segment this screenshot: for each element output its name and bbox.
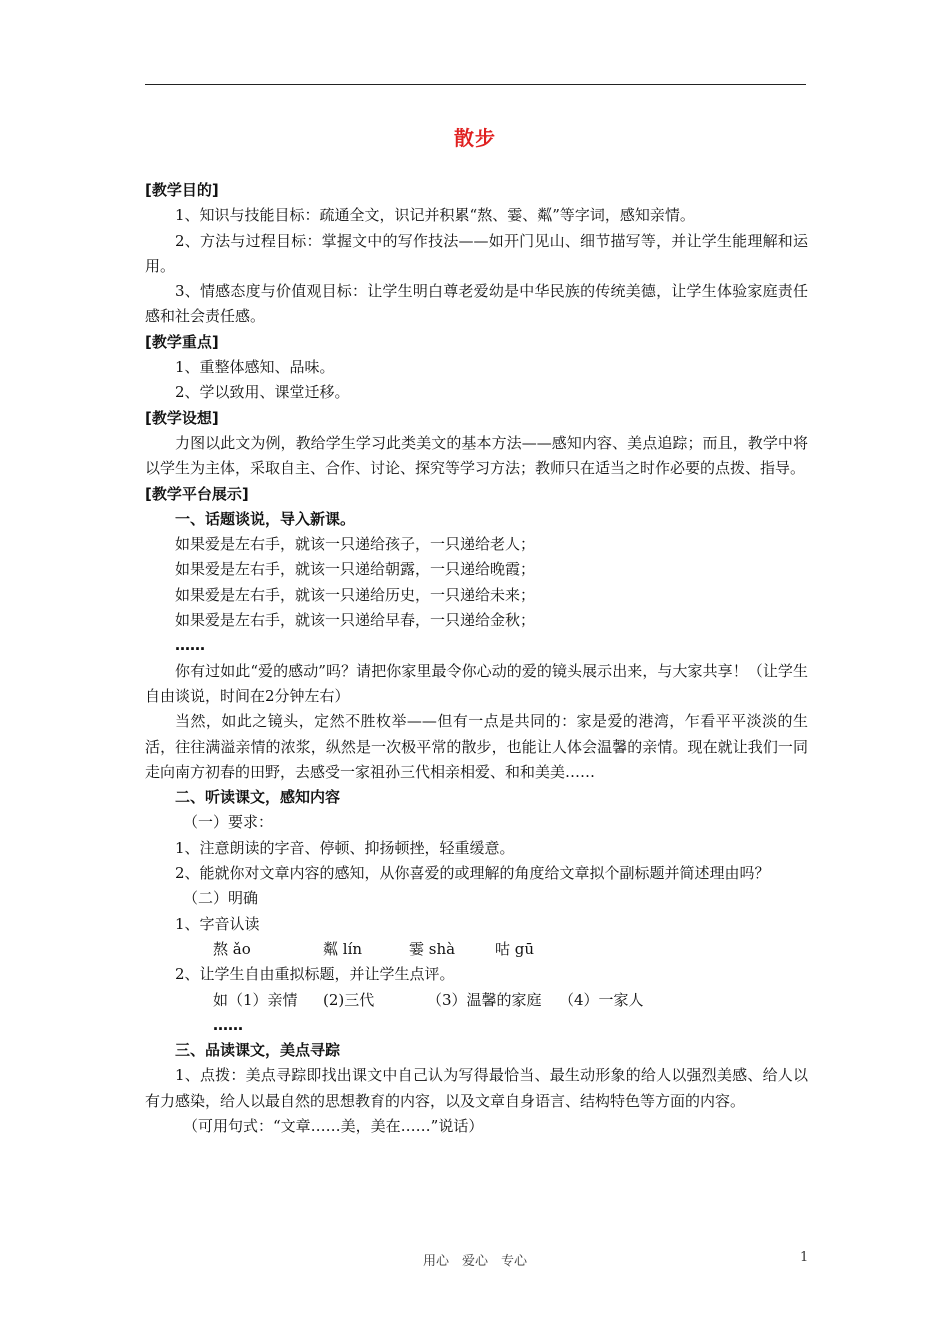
title-examples-row — [145, 988, 808, 1013]
poem-line: 如果爱是左右手，就该一只递给朝露，一只递给晚霞； — [175, 560, 536, 579]
part-title: 二、听读课文，感知内容 — [175, 788, 341, 807]
section-heading-design: [教学设想] — [145, 408, 219, 427]
pinyin-row — [145, 937, 808, 962]
clarify-label: （二）明确 — [183, 889, 259, 908]
footer-text: 用心 爱心 专心 — [422, 1254, 527, 1269]
paragraph: 当然，如此之镜头，定然不胜枚举——但有一点是共同的：家是爱的港湾，乍看平平淡淡的生活，往往满溢亲情的浓浆，纵然是一次极平常的散步，也能让人体会温馨的亲情。现在就让我们一同走向南方初春的田野，去感受一家祖孙三代相亲相爱、和和美美…… — [145, 712, 808, 781]
title-example: （3）温馨的家庭 — [427, 990, 542, 1009]
paragraph: 2、方法与过程目标：掌握文中的写作技法——如开门见山、细节描写等，并让学生能理解和运用。 — [145, 231, 808, 275]
paragraph: 你有过如此“爱的感动”吗？请把你家里最令你心动的爱的镜头展示出来，与大家共享！（让学生自由谈说，时间在2分钟左右） — [145, 661, 808, 705]
section-heading-focus: [教学重点] — [145, 332, 219, 351]
ellipsis: …… — [175, 636, 205, 655]
paragraph: 2、让学生自由重拟标题，并让学生点评。 — [175, 965, 455, 984]
paragraph: 1、点拨：美点寻踪即找出课文中自己认为写得最恰当、最生动形象的给人以强烈美感、给人以有力感染，给人以最自然的思想教育的内容，以及文章自身语言、结构特色等方面的内容。 — [145, 1066, 808, 1110]
paragraph: （可用句式：“文章……美，美在……”说话） — [183, 1116, 484, 1135]
paragraph: 3、情感态度与价值观目标：让学生明白尊老爱幼是中华民族的传统美德，让学生体验家庭责任感和社会责任感。 — [145, 282, 808, 326]
paragraph: 力图以此文为例，教给学生学习此类美文的基本方法——感知内容、美点追踪；而且，教学中将以学生为主体，采取自主、合作、讨论、探究等学习方法；教师只在适当之时作必要的点拨、指导。 — [145, 433, 808, 478]
paragraph: 2、学以致用、课堂迁移。 — [175, 383, 350, 402]
poem-line: 如果爱是左右手，就该一只递给历史，一只递给未来； — [175, 585, 536, 604]
paragraph: 1、知识与技能目标：疏通全文，识记并积累“熬、霎、粼”等字词，感知亲情。 — [175, 206, 695, 225]
paragraph: 1、注意朗读的字音、停顿、抑扬顿挫，轻重缓意。 — [175, 838, 515, 857]
page-number: 1 — [800, 1250, 809, 1265]
title-example: 如（1）亲情 — [213, 990, 298, 1009]
pinyin-item: 粼 lín — [323, 939, 363, 958]
requirement-label: （一）要求： — [183, 813, 274, 832]
title-example: （4）一家人 — [559, 990, 644, 1009]
section-heading-platform: [教学平台展示] — [145, 484, 249, 503]
paragraph: 2、能就你对文章内容的感知，从你喜爱的或理解的角度给文章拟个副标题并简述理由吗？ — [175, 864, 770, 883]
section-heading-objectives: [教学目的] — [145, 181, 219, 199]
document-title: 散步 — [454, 126, 496, 150]
ellipsis: …… — [213, 1015, 243, 1034]
poem-line: 如果爱是左右手，就该一只递给早春，一只递给金秋； — [175, 611, 536, 630]
paragraph: 1、重整体感知、品味。 — [175, 358, 335, 377]
pinyin-item: 熬 ǎo — [213, 939, 251, 958]
document-body — [145, 178, 808, 1139]
pinyin-item: 霎 shà — [409, 939, 456, 958]
title-example: (2)三代 — [323, 990, 375, 1009]
poem-line: 如果爱是左右手，就该一只递给孩子，一只递给老人； — [175, 535, 536, 554]
header-rule — [145, 84, 806, 85]
pinyin-item: 咕 gū — [495, 939, 535, 958]
part-title: 三、品读课文，美点寻踪 — [175, 1041, 341, 1060]
part-title: 一、话题谈说，导入新课。 — [175, 509, 356, 528]
paragraph: 1、字音认读 — [175, 914, 260, 933]
